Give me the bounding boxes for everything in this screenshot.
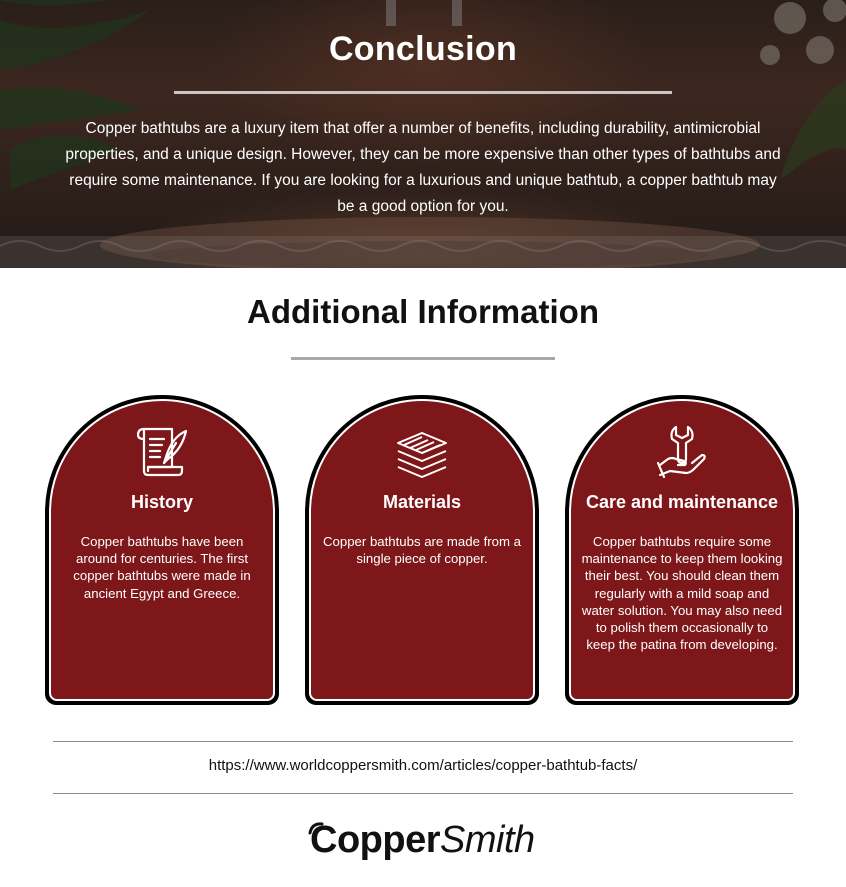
- conclusion-text: Copper bathtubs are a luxury item that offer a number of benefits, including durability, antimicrobial properties, and a unique design. However, they can be more expensive than other types of bathtubs and require some maintenance. If you are looking for a luxurious and unique bathtub, a copper bathtub may be a good option for you.: [65, 120, 781, 215]
- logo-bold-part: Copper: [310, 819, 440, 861]
- additional-info-title: Additional Information: [247, 293, 599, 330]
- care-card: [565, 395, 799, 705]
- additional-info-divider: [291, 357, 555, 360]
- coppersmith-logo: [300, 815, 550, 871]
- wrench-hand-icon: [654, 423, 710, 479]
- footer-top-divider: [53, 741, 793, 742]
- source-url-link[interactable]: https://www.worldcoppersmith.com/articles/copper-bathtub-facts/: [208, 757, 638, 774]
- history-text: Copper bathtubs have been around for centuries. The first copper bathtubs were made in ancient Egypt and Greece.: [73, 534, 251, 601]
- logo-light-part: Smith: [440, 819, 535, 861]
- conclusion-divider: [174, 91, 672, 94]
- footer-bottom-divider: [53, 793, 793, 794]
- materials-title: Materials: [382, 492, 462, 512]
- stacked-sheets-icon: [384, 423, 460, 479]
- materials-card: [305, 395, 539, 705]
- logo-wordmark: [310, 819, 535, 862]
- care-card-body: [569, 399, 795, 701]
- conclusion-title: Conclusion: [328, 30, 518, 68]
- materials-text: Copper bathtubs are made from a single piece of copper.: [323, 534, 521, 567]
- materials-card-body: [309, 399, 535, 701]
- history-title: History: [130, 492, 193, 512]
- conclusion-banner: [0, 0, 846, 268]
- scroll-quill-icon: [134, 423, 190, 479]
- history-card: [45, 395, 279, 705]
- care-title: Care and maintenance: [585, 492, 779, 512]
- care-text: Copper bathtubs require some maintenance to keep them looking their best. You should clean them regularly with a mild soap and water solution. You may also need to polish them occasionally to keep the patina from developing.: [581, 534, 783, 653]
- history-card-body: [49, 399, 275, 701]
